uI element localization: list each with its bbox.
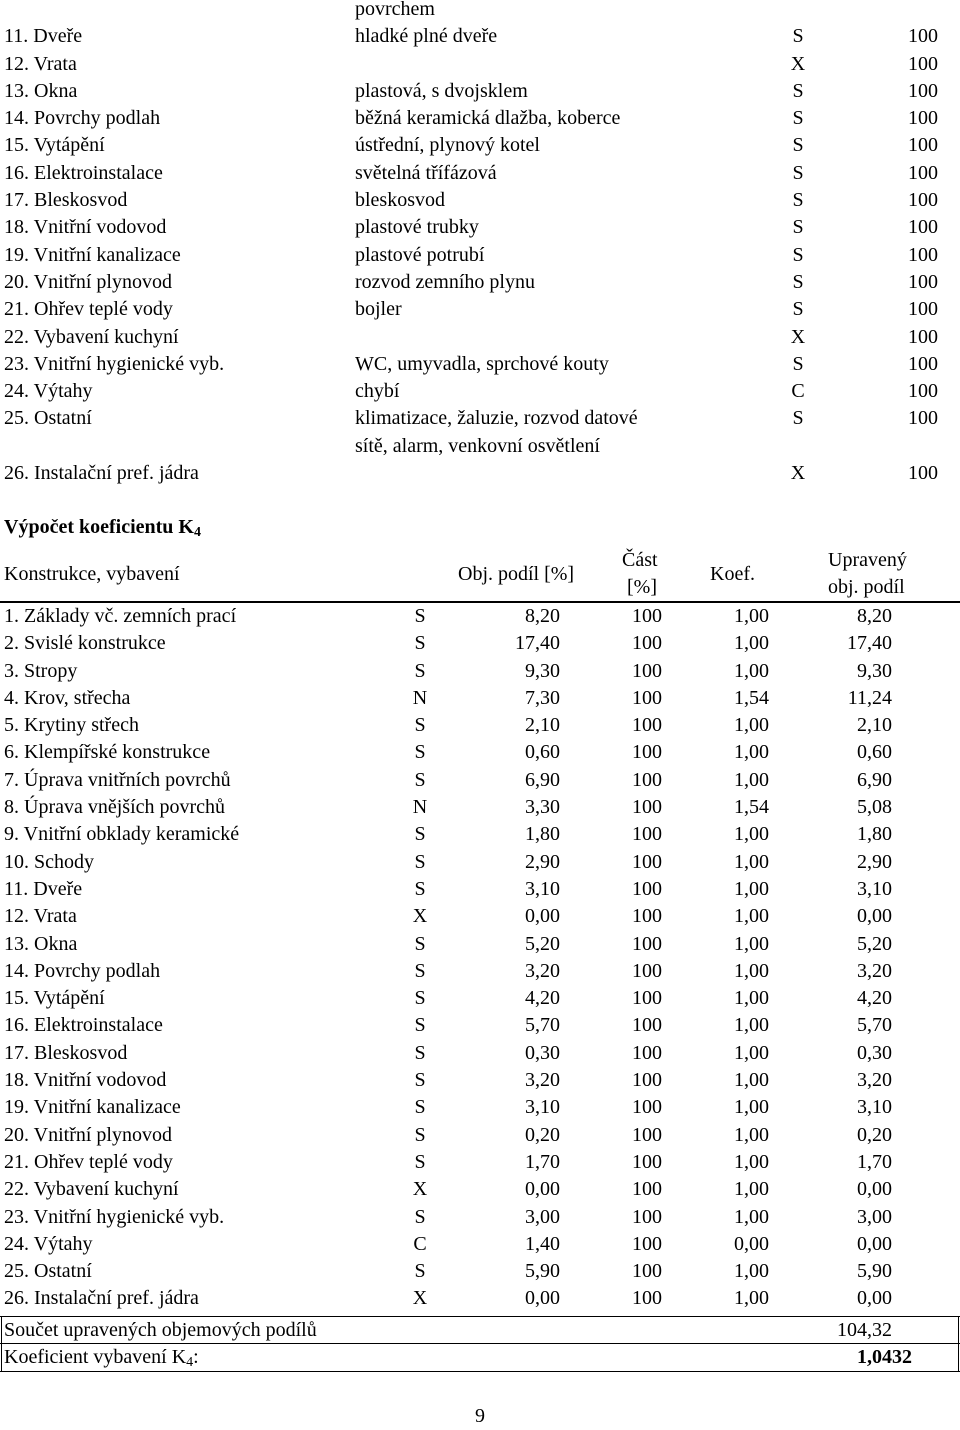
table-row <box>0 658 960 685</box>
row-part: 100 <box>632 1205 662 1228</box>
row-coefficient: 1,00 <box>734 905 769 928</box>
row-coefficient: 1,00 <box>734 768 769 791</box>
row-volume-share: 3,10 <box>525 1096 560 1119</box>
header-construction: Konstrukce, vybavení <box>4 563 180 585</box>
row-adjusted-share: 5,20 <box>857 932 892 955</box>
row-adjusted-share: 0,30 <box>857 1041 892 1064</box>
row-adjusted-share: 3,20 <box>857 959 892 982</box>
row-volume-share: 3,20 <box>525 1069 560 1092</box>
row-adjusted-share: 0,00 <box>857 1287 892 1310</box>
row-code: S <box>414 714 426 737</box>
header-part-line2: [%] <box>627 576 657 598</box>
row-percent: 100 <box>908 134 938 157</box>
row-adjusted-share: 1,80 <box>857 823 892 846</box>
table-row <box>0 105 960 132</box>
table-row <box>0 160 960 187</box>
row-adjusted-share: 3,00 <box>857 1205 892 1228</box>
table-row <box>0 1122 960 1149</box>
sum-label: Součet upravených objemových podílů <box>4 1319 317 1341</box>
row-code: S <box>792 298 804 321</box>
row-adjusted-share: 2,10 <box>857 714 892 737</box>
row-part: 100 <box>632 686 662 709</box>
row-description-continued: sítě, alarm, venkovní osvětlení <box>355 434 600 457</box>
table-row <box>0 931 960 958</box>
row-code: S <box>792 243 804 266</box>
row-code: S <box>414 605 426 627</box>
table-row <box>0 1149 960 1176</box>
row-volume-share: 0,60 <box>525 741 560 764</box>
row-code: S <box>792 25 804 48</box>
row-part: 100 <box>632 1041 662 1064</box>
row-volume-share: 2,10 <box>525 714 560 737</box>
row-name: 1. Základy vč. zemních prací <box>4 605 237 627</box>
table-row <box>0 1067 960 1094</box>
row-percent: 100 <box>908 52 938 75</box>
row-volume-share: 5,70 <box>525 1014 560 1037</box>
row-name: 14. Povrchy podlah <box>4 107 161 130</box>
row-name: 25. Ostatní <box>4 407 92 430</box>
table-row <box>0 132 960 159</box>
row-name: 13. Okna <box>4 79 78 102</box>
row-adjusted-share: 8,20 <box>857 605 892 627</box>
row-name: 19. Vnitřní kanalizace <box>4 1096 181 1119</box>
row-code: S <box>792 79 804 102</box>
table-row <box>0 794 960 821</box>
table-row <box>0 324 960 351</box>
row-description: klimatizace, žaluzie, rozvod datové <box>355 407 638 430</box>
table-row <box>0 296 960 323</box>
row-code: X <box>412 1287 428 1310</box>
row-volume-share: 3,30 <box>525 796 560 819</box>
row-percent: 100 <box>908 270 938 293</box>
row-part: 100 <box>632 1260 662 1283</box>
row-part: 100 <box>632 1096 662 1119</box>
table-row <box>0 269 960 296</box>
row-coefficient: 1,00 <box>734 714 769 737</box>
header-adjusted-line1: Upravený <box>828 549 907 571</box>
row-part: 100 <box>632 796 662 819</box>
coefficient-label: Koeficient vybavení $K_4$: <box>4 1346 199 1370</box>
row-name: 2. Svislé konstrukce <box>4 632 166 655</box>
row-code: S <box>414 1069 426 1092</box>
table-row <box>0 0 960 23</box>
row-part: 100 <box>632 932 662 955</box>
row-code: S <box>414 823 426 846</box>
row-volume-share: 0,00 <box>525 905 560 928</box>
header-part-line1: Část <box>622 549 658 571</box>
row-volume-share: 1,80 <box>525 823 560 846</box>
row-adjusted-share: 3,20 <box>857 1069 892 1092</box>
page-number: 9 <box>475 1405 485 1427</box>
row-code: S <box>792 161 804 184</box>
row-code: S <box>792 352 804 375</box>
row-code: N <box>412 796 428 819</box>
row-code: S <box>414 877 426 900</box>
row-percent: 100 <box>908 189 938 212</box>
row-coefficient: 1,54 <box>734 796 769 819</box>
table-row <box>0 876 960 903</box>
row-code: S <box>792 270 804 293</box>
row-description: povrchem <box>355 0 435 20</box>
row-description: světelná třífázová <box>355 161 497 184</box>
table-row <box>0 630 960 657</box>
row-volume-share: 8,20 <box>525 605 560 627</box>
row-part: 100 <box>632 850 662 873</box>
row-coefficient: 1,00 <box>734 823 769 846</box>
row-volume-share: 0,00 <box>525 1287 560 1310</box>
row-adjusted-share: 6,90 <box>857 768 892 791</box>
row-volume-share: 0,30 <box>525 1041 560 1064</box>
row-volume-share: 9,30 <box>525 659 560 682</box>
summary-border <box>1 1316 2 1371</box>
row-code: S <box>414 768 426 791</box>
row-percent: 100 <box>908 216 938 239</box>
row-coefficient: 1,00 <box>734 1041 769 1064</box>
row-code: S <box>414 1150 426 1173</box>
row-name: 11. Dveře <box>4 877 83 900</box>
row-part: 100 <box>632 959 662 982</box>
row-adjusted-share: 9,30 <box>857 659 892 682</box>
row-name: 24. Výtahy <box>4 1232 93 1255</box>
row-name: 17. Bleskosvod <box>4 189 128 212</box>
row-part: 100 <box>632 1069 662 1092</box>
row-name: 25. Ostatní <box>4 1260 92 1283</box>
row-description: rozvod zemního plynu <box>355 270 535 293</box>
row-name: 15. Vytápění <box>4 134 105 157</box>
row-percent: 100 <box>908 380 938 403</box>
row-name: 18. Vnitřní vodovod <box>4 216 167 239</box>
row-code: S <box>414 987 426 1010</box>
table-row <box>0 985 960 1012</box>
row-name: 21. Ohřev teplé vody <box>4 1150 173 1173</box>
row-volume-share: 17,40 <box>515 632 560 655</box>
row-name: 19. Vnitřní kanalizace <box>4 243 181 266</box>
row-coefficient: 1,00 <box>734 605 769 627</box>
row-name: 5. Krytiny střech <box>4 714 139 737</box>
table-row <box>0 1176 960 1203</box>
row-code: S <box>792 134 804 157</box>
row-code: S <box>414 1096 426 1119</box>
table-row <box>0 1258 960 1285</box>
row-part: 100 <box>632 1232 662 1255</box>
row-part: 100 <box>632 1287 662 1310</box>
row-name: 22. Vybavení kuchyní <box>4 1178 179 1201</box>
row-part: 100 <box>632 987 662 1010</box>
table-row <box>0 351 960 378</box>
row-coefficient: 1,00 <box>734 632 769 655</box>
table-row <box>0 739 960 766</box>
row-name: 13. Okna <box>4 932 78 955</box>
table-row <box>0 460 960 487</box>
row-part: 100 <box>632 714 662 737</box>
row-code: X <box>412 1178 428 1201</box>
row-name: 10. Schody <box>4 850 94 873</box>
row-coefficient: 1,00 <box>734 1014 769 1037</box>
row-adjusted-share: 3,10 <box>857 1096 892 1119</box>
table-row <box>0 712 960 739</box>
row-name: 20. Vnitřní plynovod <box>4 270 172 293</box>
row-name: 9. Vnitřní obklady keramické <box>4 823 240 846</box>
row-part: 100 <box>632 905 662 928</box>
row-coefficient: 1,00 <box>734 659 769 682</box>
row-code: C <box>791 380 805 403</box>
row-volume-share: 5,90 <box>525 1260 560 1283</box>
table-row <box>0 405 960 460</box>
table-row <box>0 51 960 78</box>
row-coefficient: 1,00 <box>734 1123 769 1146</box>
row-volume-share: 3,10 <box>525 877 560 900</box>
row-code: S <box>414 1123 426 1146</box>
row-volume-share: 2,90 <box>525 850 560 873</box>
row-code: S <box>414 1260 426 1283</box>
row-adjusted-share: 5,90 <box>857 1260 892 1283</box>
row-part: 100 <box>632 1123 662 1146</box>
table-row <box>0 23 960 50</box>
row-description: ústřední, plynový kotel <box>355 134 540 157</box>
row-adjusted-share: 5,08 <box>857 796 892 819</box>
row-adjusted-share: 0,00 <box>857 1178 892 1201</box>
row-coefficient: 1,00 <box>734 1096 769 1119</box>
row-coefficient: 1,00 <box>734 1287 769 1310</box>
row-volume-share: 6,90 <box>525 768 560 791</box>
header-volume-share: Obj. podíl [%] <box>458 563 575 585</box>
row-description: bleskosvod <box>355 189 445 212</box>
row-code: S <box>414 850 426 873</box>
row-percent: 100 <box>908 325 938 348</box>
row-name: 4. Krov, střecha <box>4 686 131 709</box>
row-coefficient: 1,00 <box>734 877 769 900</box>
row-name: 8. Úprava vnějších povrchů <box>4 796 226 819</box>
row-adjusted-share: 17,40 <box>847 632 892 655</box>
table-row <box>0 187 960 214</box>
row-description: chybí <box>355 380 400 403</box>
row-coefficient: 1,00 <box>734 1178 769 1201</box>
table-row <box>0 767 960 794</box>
table-row <box>0 1012 960 1039</box>
row-name: 20. Vnitřní plynovod <box>4 1123 172 1146</box>
row-code: C <box>413 1232 427 1255</box>
row-volume-share: 5,20 <box>525 932 560 955</box>
row-percent: 100 <box>908 352 938 375</box>
row-name: 22. Vybavení kuchyní <box>4 325 179 348</box>
row-code: S <box>414 632 426 655</box>
k4-table <box>0 603 960 1313</box>
row-percent: 100 <box>908 462 938 485</box>
table-row <box>0 1204 960 1231</box>
row-percent: 100 <box>908 407 938 430</box>
row-name: 24. Výtahy <box>4 380 93 403</box>
row-name: 14. Povrchy podlah <box>4 959 161 982</box>
row-code: X <box>790 52 806 75</box>
row-code: S <box>792 107 804 130</box>
row-part: 100 <box>632 659 662 682</box>
row-description: WC, umyvadla, sprchové kouty <box>355 352 609 375</box>
equipment-description-table <box>0 0 960 487</box>
row-name: 7. Úprava vnitřních povrchů <box>4 768 231 791</box>
table-row <box>0 685 960 712</box>
row-name: 26. Instalační pref. jádra <box>4 462 199 485</box>
row-description: běžná keramická dlažba, koberce <box>355 107 621 130</box>
row-coefficient: 0,00 <box>734 1232 769 1255</box>
row-percent: 100 <box>908 243 938 266</box>
row-part: 100 <box>632 741 662 764</box>
row-percent: 100 <box>908 107 938 130</box>
row-adjusted-share: 5,70 <box>857 1014 892 1037</box>
row-coefficient: 1,00 <box>734 1205 769 1228</box>
row-name: 3. Stropy <box>4 659 78 682</box>
header-adjusted-line2: obj. podíl <box>828 576 905 598</box>
table-row <box>0 1231 960 1258</box>
row-adjusted-share: 0,60 <box>857 741 892 764</box>
table-row <box>0 1094 960 1121</box>
row-name: 23. Vnitřní hygienické vyb. <box>4 1205 225 1228</box>
row-percent: 100 <box>908 298 938 321</box>
row-name: 6. Klempířské konstrukce <box>4 741 211 764</box>
row-percent: 100 <box>908 161 938 184</box>
row-coefficient: 1,00 <box>734 959 769 982</box>
table-row <box>0 958 960 985</box>
row-part: 100 <box>632 877 662 900</box>
row-coefficient: 1,00 <box>734 932 769 955</box>
row-part: 100 <box>632 823 662 846</box>
row-adjusted-share: 0,00 <box>857 1232 892 1255</box>
row-name: 12. Vrata <box>4 52 77 75</box>
row-code: X <box>790 325 806 348</box>
row-part: 100 <box>632 1014 662 1037</box>
row-code: S <box>792 216 804 239</box>
row-coefficient: 1,54 <box>734 686 769 709</box>
row-code: S <box>414 932 426 955</box>
row-adjusted-share: 0,00 <box>857 905 892 928</box>
row-description: plastové potrubí <box>355 243 485 266</box>
table-row <box>0 821 960 848</box>
row-name: 16. Elektroinstalace <box>4 1014 163 1037</box>
row-volume-share: 0,00 <box>525 1178 560 1201</box>
row-name: 12. Vrata <box>4 905 77 928</box>
row-volume-share: 0,20 <box>525 1123 560 1146</box>
row-code: S <box>414 741 426 764</box>
table-row <box>0 1285 960 1312</box>
row-name: 16. Elektroinstalace <box>4 161 163 184</box>
row-part: 100 <box>632 768 662 791</box>
row-description: hladké plné dveře <box>355 25 498 48</box>
section-heading: Výpočet koeficientu $K_4$ <box>4 516 201 540</box>
row-code: S <box>414 1041 426 1064</box>
row-coefficient: 1,00 <box>734 850 769 873</box>
sum-value: 104,32 <box>837 1319 892 1341</box>
row-coefficient: 1,00 <box>734 1260 769 1283</box>
table-row <box>0 242 960 269</box>
row-coefficient: 1,00 <box>734 1069 769 1092</box>
row-percent: 100 <box>908 25 938 48</box>
row-name: 18. Vnitřní vodovod <box>4 1069 167 1092</box>
row-name: 23. Vnitřní hygienické vyb. <box>4 352 225 375</box>
row-description: plastové trubky <box>355 216 479 239</box>
row-volume-share: 4,20 <box>525 987 560 1010</box>
row-adjusted-share: 1,70 <box>857 1150 892 1173</box>
row-name: 15. Vytápění <box>4 987 105 1010</box>
row-part: 100 <box>632 605 662 627</box>
row-volume-share: 3,00 <box>525 1205 560 1228</box>
row-code: S <box>414 659 426 682</box>
table-row <box>0 1040 960 1067</box>
row-volume-share: 1,70 <box>525 1150 560 1173</box>
row-coefficient: 1,00 <box>734 741 769 764</box>
table-row <box>0 849 960 876</box>
row-volume-share: 7,30 <box>525 686 560 709</box>
row-adjusted-share: 0,20 <box>857 1123 892 1146</box>
row-part: 100 <box>632 1150 662 1173</box>
row-adjusted-share: 11,24 <box>847 686 892 709</box>
row-code: N <box>412 686 428 709</box>
row-description: bojler <box>355 298 402 321</box>
row-code: S <box>414 1014 426 1037</box>
row-code: S <box>792 407 804 430</box>
row-adjusted-share: 3,10 <box>857 877 892 900</box>
row-code: S <box>414 1205 426 1228</box>
row-coefficient: 1,00 <box>734 987 769 1010</box>
row-adjusted-share: 2,90 <box>857 850 892 873</box>
row-part: 100 <box>632 1178 662 1201</box>
table-row <box>0 603 960 630</box>
table-row <box>0 903 960 930</box>
row-name: 21. Ohřev teplé vody <box>4 298 173 321</box>
row-name: 26. Instalační pref. jádra <box>4 1287 199 1310</box>
header-coefficient: Koef. <box>710 563 755 585</box>
row-coefficient: 1,00 <box>734 1150 769 1173</box>
table-row <box>0 378 960 405</box>
row-name: 17. Bleskosvod <box>4 1041 128 1064</box>
row-code: S <box>414 959 426 982</box>
row-name: 11. Dveře <box>4 25 83 48</box>
row-code: S <box>792 189 804 212</box>
row-percent: 100 <box>908 79 938 102</box>
summary-border <box>958 1316 959 1371</box>
row-code: X <box>790 462 806 485</box>
row-volume-share: 3,20 <box>525 959 560 982</box>
table-row <box>0 214 960 241</box>
row-adjusted-share: 4,20 <box>857 987 892 1010</box>
row-code: X <box>412 905 428 928</box>
row-volume-share: 1,40 <box>525 1232 560 1255</box>
row-description: plastová, s dvojsklem <box>355 79 528 102</box>
coefficient-value: 1,0432 <box>857 1346 912 1368</box>
row-part: 100 <box>632 632 662 655</box>
table-row <box>0 78 960 105</box>
